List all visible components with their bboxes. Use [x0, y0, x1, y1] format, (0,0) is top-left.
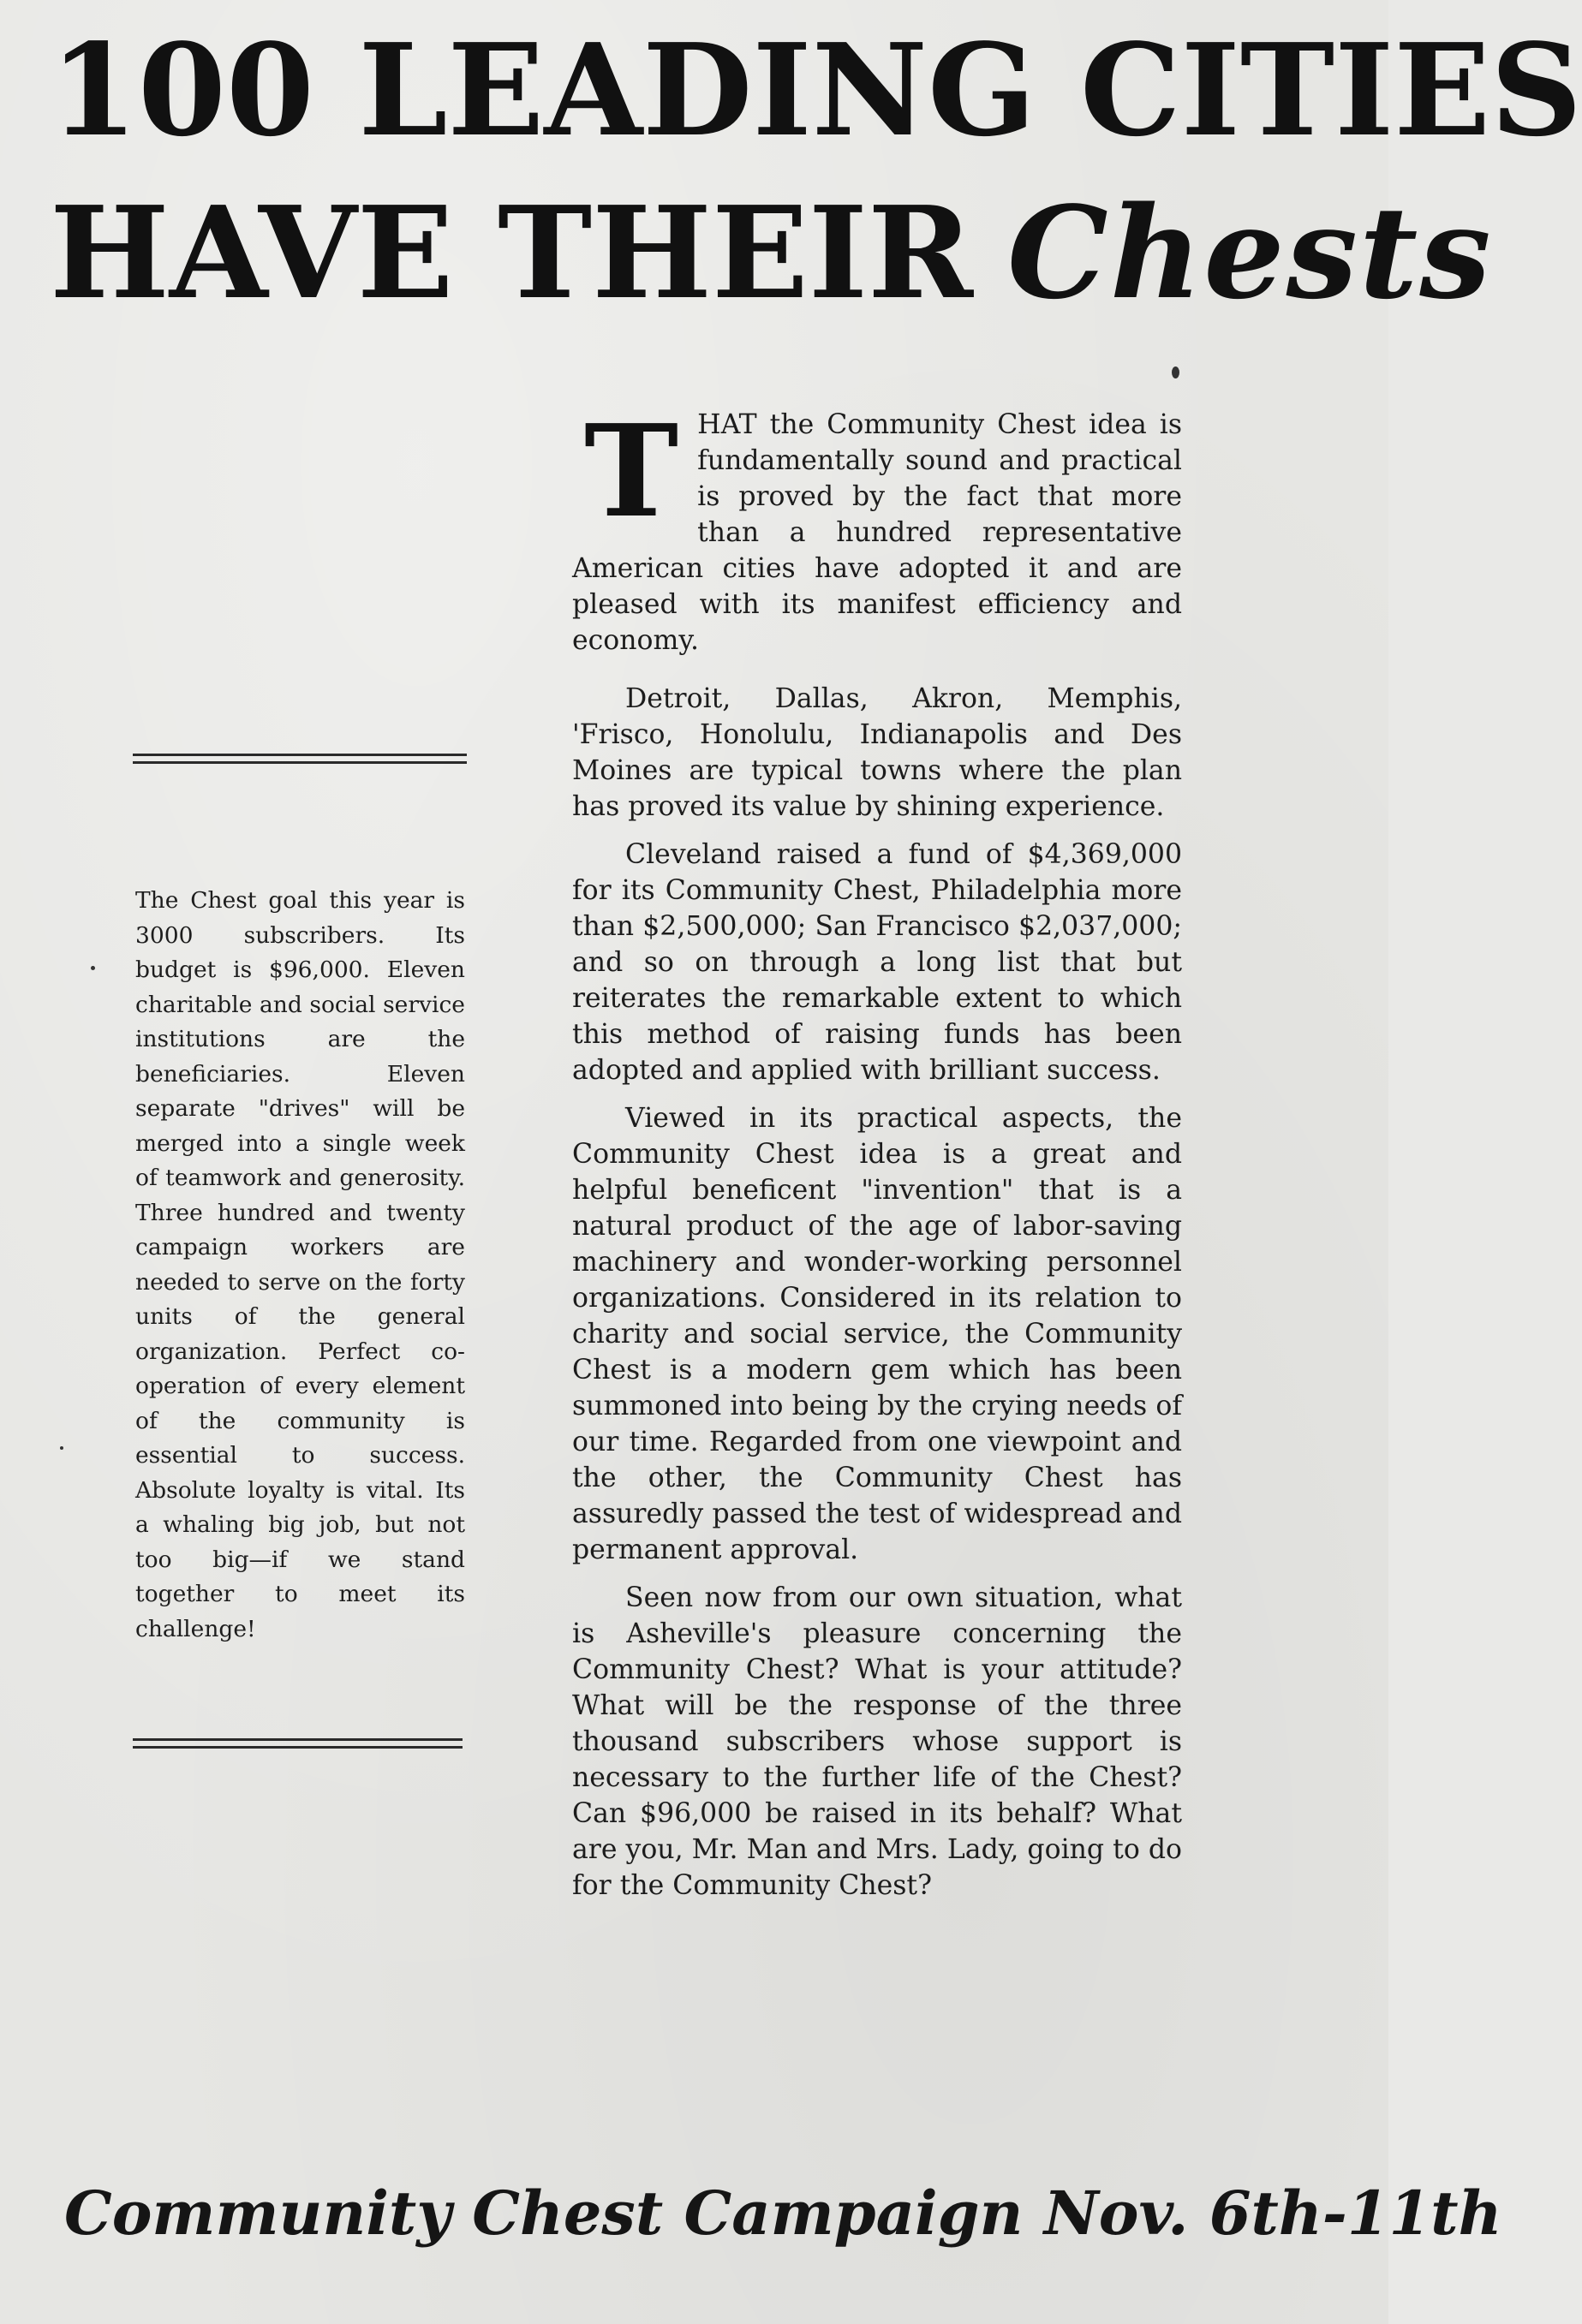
print-speck	[60, 1446, 63, 1450]
headline	[50, 15, 1582, 327]
article-paragraph-1-text: HAT the Community Chest idea is fundamentally sound and practical is proved by the fact that more than a hundred representative American cities have adopted it and are pleased with its manifest efficiency and economy.	[572, 409, 1182, 656]
article-paragraph-3: Cleveland raised a fund of $4,369,000 for its Community Chest, Philadelphia more than $2,500,000; San Francisco $2,037,000; and so on through a long list that but reiterates the remarkable extent to which this method of raising funds has been adopted and applied with brilliant success.	[572, 839, 1182, 1086]
sidebar-text: The Chest goal this year is 3000 subscribers. Its budget is $96,000. Eleven charitable and social service institutions are the beneficiaries. Eleven separate "drives" will be merged into a single week of teamwork and generosity. Three hundred and twenty campaign workers are needed to serve on the forty units of the general organization. Perfect co-operation of every element of the community is essential to success. Absolute loyalty is vital. Its a whaling big job, but not too big—if we stand together to meet its challenge!	[135, 887, 465, 1642]
print-speck	[1172, 366, 1179, 378]
sidebar-box	[133, 754, 467, 1647]
article-body	[572, 396, 1182, 1916]
article-paragraph-2: Detroit, Dallas, Akron, Memphis, 'Frisco, Honolulu, Indianapolis and Des Moines are typical towns where the plan has proved its value by shining experience.	[572, 683, 1182, 822]
drop-cap: T	[584, 396, 679, 545]
article-paragraph-4: Viewed in its practical aspects, the Community Chest idea is a great and helpful beneficent "invention" that is a natural product of the age of labor-saving machinery and wonder-working personnel organizations. Considered in its relation to charity and social service, the Community Chest is a modern gem which has been summoned into being by the crying needs of our time. Regarded from one viewpoint and the other, the Community Chest has assuredly passed the test of widespread and permanent approval.	[572, 1103, 1182, 1565]
print-speck	[91, 966, 95, 970]
sidebar-top-rule	[133, 754, 467, 764]
sidebar-bottom-rule	[133, 1738, 463, 1749]
article-paragraph-5: Seen now from our own situation, what is Asheville's pleasure concerning the Community Chest? What is your attitude? What will be the response of the three thousand subscribers whose support is necessary to the further life of the Chest? Can $96,000 be raised in its behalf? What are you, Mr. Man and Mrs. Lady, going to do for the Community Chest?	[572, 1582, 1182, 1901]
headline-line-2-prefix: HAVE THEIR	[50, 178, 974, 327]
campaign-footer: Community Chest Campaign Nov. 6th-11th	[64, 2178, 1502, 2249]
headline-line-1: 100 LEADING CITIES	[50, 15, 1582, 164]
headline-line-2	[50, 178, 1493, 327]
headline-line-2-emphasis: Chests	[1007, 178, 1493, 327]
article-paragraph-1	[572, 396, 1182, 658]
